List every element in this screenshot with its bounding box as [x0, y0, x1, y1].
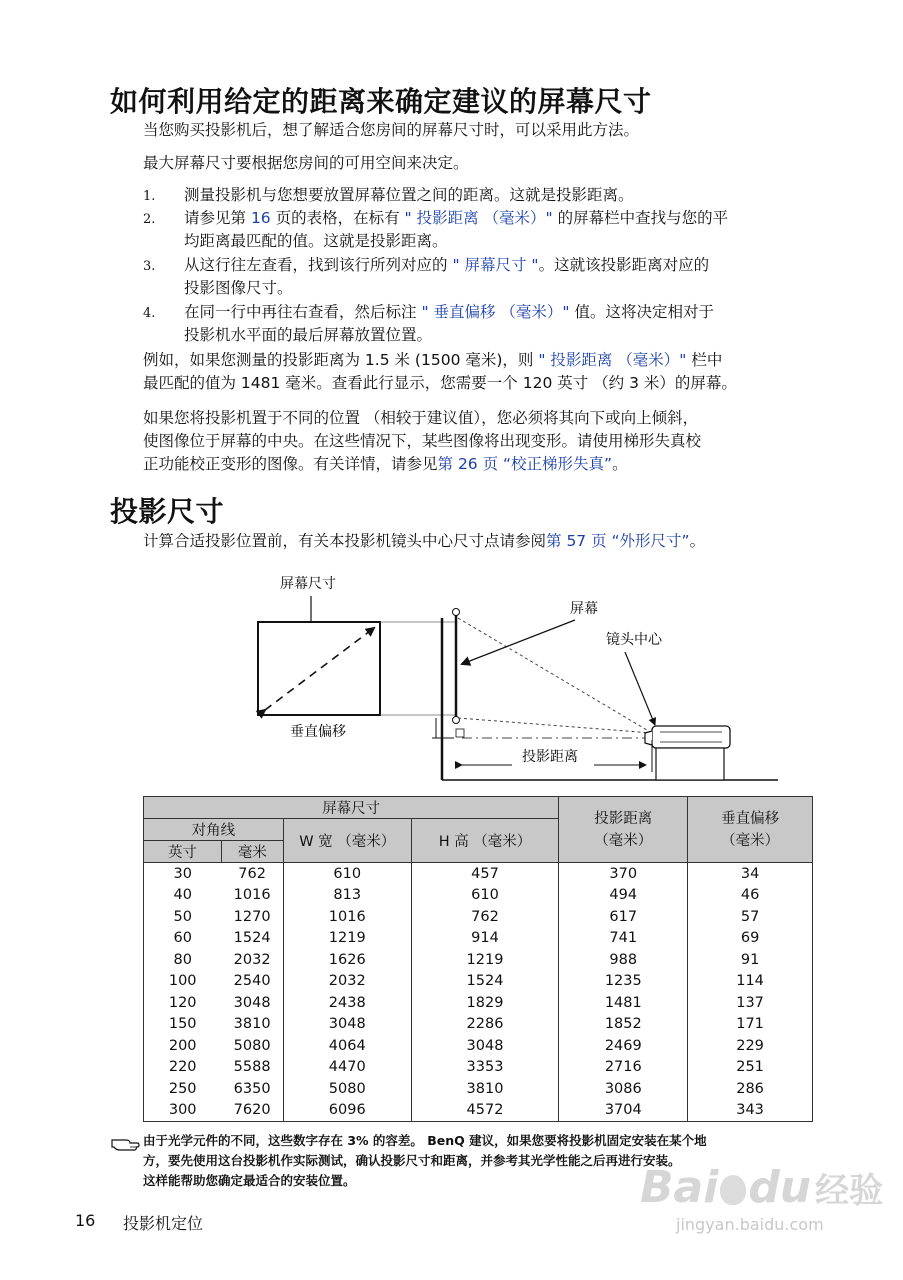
baidu-watermark-logo: Bai du 经验	[640, 1162, 884, 1213]
table-cell: 610	[411, 885, 559, 907]
throw-distance-label: 投影距离	[522, 749, 578, 765]
header-diagonal: 对角线	[144, 819, 284, 841]
step-number: 3.	[143, 259, 156, 274]
table-cell: 1829	[411, 992, 559, 1014]
table-cell: 69	[688, 928, 813, 950]
table-cell: 286	[688, 1078, 813, 1100]
example-paragraph: 例如，如果您测量的投影距离为 1.5 米 (1500 毫米)，则 " 投影距离 （毫米）" 栏中 最匹配的值为 1481 毫米。查看此行显示，您需要一个 120 英寸 （约 3 米）的屏幕。	[143, 351, 737, 392]
table-cell: 2032	[233, 951, 271, 968]
table-cell: 813	[283, 885, 411, 907]
table-cell: 1524	[233, 930, 271, 947]
table-cell: 988	[559, 949, 688, 971]
header-vertical-offset: 垂直偏移 （毫米）	[688, 797, 813, 863]
table-row	[144, 1057, 813, 1079]
step-1-text: 测量投影机与您想要放置屏幕位置之间的距离。这就是投影距离。	[184, 186, 634, 204]
table-cell: 741	[559, 928, 688, 950]
table-cell: 1219	[283, 928, 411, 950]
table-cell: 46	[688, 885, 813, 907]
table-cell: 617	[559, 906, 688, 928]
table-cell: 251	[688, 1057, 813, 1079]
page-link[interactable]: 16	[250, 209, 271, 227]
step-number: 1.	[143, 189, 156, 204]
table-cell: 114	[688, 971, 813, 993]
table-cell: 120	[144, 992, 222, 1014]
table-cell: 150	[144, 1014, 222, 1036]
right-angle-mark	[456, 729, 464, 737]
chapter-title: 投影机定位	[123, 1214, 204, 1233]
projector-lens	[645, 731, 652, 745]
throw-distance-link[interactable]: " 投影距离 （毫米）"	[404, 209, 553, 227]
table-row	[144, 885, 813, 907]
table-cell: 250	[144, 1078, 222, 1100]
table-cell: 300	[144, 1100, 222, 1122]
table-cell: 220	[144, 1057, 222, 1079]
table-row	[144, 906, 813, 928]
table-cell: 3048	[233, 994, 271, 1011]
projection-dimensions-table	[143, 796, 813, 1122]
table-cell: 343	[688, 1100, 813, 1122]
lens-center-label: 镜头中心	[606, 632, 662, 648]
section-title-screen-size: 如何利用给定的距离来确定建议的屏幕尺寸	[110, 85, 652, 118]
table-cell: 914	[411, 928, 559, 950]
step-2-text: 请参见第 16 页的表格，在标有 " 投影距离 （毫米）" 的屏幕栏中查找与您的平 均距离最匹配的值。这就是投影距离。	[184, 209, 729, 250]
screen-label: 屏幕	[570, 601, 598, 617]
table-cell: 457	[411, 863, 559, 885]
screen-size-label: 屏幕尺寸	[280, 576, 336, 592]
table-cell: 1235	[559, 971, 688, 993]
table-cell: 762	[411, 906, 559, 928]
step-number: 4.	[143, 306, 156, 321]
table-cell: 3048	[411, 1035, 559, 1057]
table-cell: 80	[144, 949, 222, 971]
screen-pointer	[462, 620, 575, 664]
table-cell: 3086	[559, 1078, 688, 1100]
header-mm: 毫米	[221, 841, 283, 863]
table-row	[144, 949, 813, 971]
baidu-watermark-url: jingyan.baidu.com	[676, 1215, 824, 1234]
table-row	[144, 1100, 813, 1122]
table-cell: 1481	[559, 992, 688, 1014]
projector-table	[656, 748, 724, 780]
step-4-text: 在同一行中再往右查看，然后标注 " 垂直偏移 （毫米）" 值。这将决定相对于 投影机水平面的最后屏幕放置位置。	[184, 303, 714, 344]
table-cell: 1524	[411, 971, 559, 993]
table-cell: 3704	[559, 1100, 688, 1122]
table-row	[144, 971, 813, 993]
table-cell: 91	[688, 949, 813, 971]
projector-body	[652, 726, 730, 748]
table-cell: 1016	[233, 887, 271, 904]
table-cell: 3810	[411, 1078, 559, 1100]
table-cell: 1852	[559, 1014, 688, 1036]
table-cell: 50	[144, 906, 222, 928]
table-cell: 7620	[221, 1100, 283, 1122]
table-cell: 4064	[283, 1035, 411, 1057]
paw-icon	[720, 1175, 746, 1205]
table-row	[144, 863, 813, 885]
table-cell: 2438	[283, 992, 411, 1014]
projection-diagram	[0, 560, 903, 790]
page-number: 16	[75, 1211, 96, 1230]
intro-paragraph-2: 最大屏幕尺寸要根据您房间的可用空间来决定。	[143, 154, 469, 172]
table-cell: 5080	[233, 1037, 271, 1054]
screen-size-link[interactable]: " 屏幕尺寸 "	[452, 256, 539, 274]
pointing-hand-icon	[110, 1134, 142, 1154]
table-cell: 1016	[283, 906, 411, 928]
table-cell: 3048	[283, 1014, 411, 1036]
table-cell: 1270	[233, 908, 271, 925]
table-cell: 5588	[233, 1059, 271, 1076]
table-cell: 370	[559, 863, 688, 885]
tolerance-note: 由于光学元件的不同，这些数字存在 3% 的容差。 BenQ 建议，如果您要将投影机固定安装在某个地 方，要先使用这台投影机作实际测试，确认投影尺寸和距离，并参考其光学性能之后再进行安装。 这样能帮助您确定最适合的安装位置。	[143, 1133, 707, 1188]
table-row	[144, 992, 813, 1014]
header-screen-size: 屏幕尺寸	[144, 797, 559, 819]
throw-distance-link[interactable]: " 投影距离 （毫米）"	[538, 351, 687, 369]
intro-paragraph-1: 当您购买投影机后，想了解适合您房间的屏幕尺寸时，可以采用此方法。	[143, 121, 640, 139]
table-cell: 60	[144, 928, 222, 950]
table-cell: 171	[688, 1014, 813, 1036]
table-cell: 762	[238, 865, 266, 882]
table-cell: 1626	[283, 949, 411, 971]
section2-intro: 计算合适投影位置前，有关本投影机镜头中心尺寸点请参阅第 57 页 “外形尺寸”。	[143, 532, 706, 550]
table-cell: 5080	[283, 1078, 411, 1100]
table-cell: 40	[144, 885, 222, 907]
table-cell: 6096	[283, 1100, 411, 1122]
table-cell: 2716	[559, 1057, 688, 1079]
lens-pointer	[625, 652, 655, 725]
table-row	[144, 1014, 813, 1036]
table-cell: 4572	[411, 1100, 559, 1122]
table-cell: 610	[283, 863, 411, 885]
vertical-offset-link[interactable]: " 垂直偏移 （毫米）"	[421, 303, 570, 321]
step-number: 2.	[143, 212, 156, 227]
table-cell: 100	[144, 971, 222, 993]
table-cell: 1219	[411, 949, 559, 971]
table-row	[144, 928, 813, 950]
vertical-offset-label: 垂直偏移	[290, 724, 346, 740]
table-row	[144, 1078, 813, 1100]
table-cell: 2032	[283, 971, 411, 993]
header-inch: 英寸	[144, 841, 222, 863]
step-3-text: 从这行往左查看，找到该行所列对应的 " 屏幕尺寸 "。这就该投影距离对应的 投影图像尺寸。	[184, 256, 710, 297]
screen-top-mount	[453, 609, 460, 616]
table-cell: 57	[688, 906, 813, 928]
table-row	[144, 1035, 813, 1057]
header-throw-distance: 投影距离 （毫米）	[559, 797, 688, 863]
table-cell: 2286	[411, 1014, 559, 1036]
table-cell: 4470	[283, 1057, 411, 1079]
table-cell: 200	[144, 1035, 222, 1057]
projection-ray-bottom	[458, 718, 652, 733]
section-title-projection-dimensions: 投影尺寸	[110, 495, 225, 528]
header-height: H 高 （毫米）	[411, 819, 559, 863]
dimensions-link[interactable]: 第 57 页 “外形尺寸”	[546, 532, 690, 550]
table-cell: 34	[688, 863, 813, 885]
table-cell: 3353	[411, 1057, 559, 1079]
table-cell: 6350	[233, 1080, 271, 1097]
table-cell: 137	[688, 992, 813, 1014]
header-width: W 宽 （毫米）	[283, 819, 411, 863]
table-cell: 3810	[233, 1016, 271, 1033]
table-cell: 30	[144, 863, 222, 885]
table-cell: 229	[688, 1035, 813, 1057]
keystone-paragraph: 如果您将投影机置于不同的位置 （相较于建议值），您必须将其向下或向上倾斜， 使图像位于屏幕的中央。在这些情况下，某些图像将出现变形。请使用梯形失真校 正功能校正变形的图像。有关详情，请参见第 26 页 “校正梯形失真”。	[143, 409, 702, 473]
table-cell: 494	[559, 885, 688, 907]
table-cell: 2540	[233, 973, 271, 990]
table-cell: 2469	[559, 1035, 688, 1057]
keystone-link[interactable]: 第 26 页 “校正梯形失真”	[437, 455, 613, 473]
